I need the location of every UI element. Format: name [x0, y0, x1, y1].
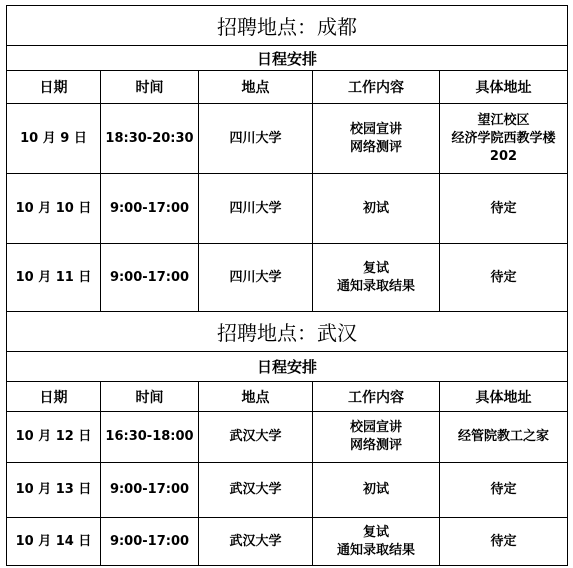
header-date: 日期 [7, 71, 101, 104]
time-cell: 9:00-17:00 [101, 463, 199, 518]
header-address: 具体地址 [440, 382, 568, 412]
content-cell [313, 518, 440, 566]
table-row [7, 104, 568, 174]
location-title: 招聘地点：武汉 [7, 312, 568, 352]
table-row [7, 244, 568, 312]
date-cell: 10 月 12 日 [7, 412, 101, 463]
header-row [7, 382, 568, 412]
time-cell: 18:30-20:30 [101, 104, 199, 174]
table-row [7, 518, 568, 566]
header-content: 工作内容 [313, 71, 440, 104]
address-line: 经管院教工之家 [457, 429, 549, 444]
schedule-title-row [7, 46, 568, 71]
date-cell: 10 月 11 日 [7, 244, 101, 312]
date-cell: 10 月 10 日 [7, 174, 101, 244]
header-time: 时间 [101, 382, 199, 412]
address-cell [440, 244, 568, 312]
content-line: 复试 [362, 260, 389, 276]
address-cell [440, 104, 568, 174]
date-cell: 10 月 9 日 [7, 104, 101, 174]
table-row [7, 463, 568, 518]
schedule-title-row [7, 352, 568, 382]
place-cell: 四川大学 [199, 104, 313, 174]
address-cell [440, 412, 568, 463]
address-line: 待定 [490, 200, 517, 216]
table-row [7, 412, 568, 463]
content-line: 网络测评 [349, 438, 402, 453]
header-date: 日期 [7, 382, 101, 412]
place-cell: 武汉大学 [199, 463, 313, 518]
address-line: 待定 [490, 533, 517, 549]
content-cell [313, 104, 440, 174]
address-line: 待定 [490, 269, 517, 285]
content-line: 复试 [362, 524, 389, 540]
content-line: 通知录取结果 [336, 542, 415, 558]
address-cell [440, 518, 568, 566]
content-cell [313, 412, 440, 463]
content-line: 初试 [362, 200, 389, 216]
time-cell: 9:00-17:00 [101, 244, 199, 312]
address-line: 202 [489, 148, 518, 164]
content-line: 网络测评 [349, 139, 402, 155]
content-cell [313, 174, 440, 244]
place-cell: 四川大学 [199, 174, 313, 244]
content-line: 初试 [362, 482, 389, 497]
place-cell: 武汉大学 [199, 518, 313, 566]
schedule-table [6, 5, 568, 566]
content-line: 通知录取结果 [336, 278, 415, 294]
header-place: 地点 [199, 71, 313, 104]
location-row [7, 312, 568, 352]
header-content: 工作内容 [313, 382, 440, 412]
header-address: 具体地址 [440, 71, 568, 104]
place-cell: 武汉大学 [199, 412, 313, 463]
place-cell: 四川大学 [199, 244, 313, 312]
address-line: 待定 [490, 482, 517, 497]
date-cell: 10 月 14 日 [7, 518, 101, 566]
date-cell: 10 月 13 日 [7, 463, 101, 518]
location-row [7, 6, 568, 46]
schedule-title: 日程安排 [7, 352, 568, 382]
address-line: 经济学院西教学楼 [451, 130, 556, 146]
address-cell [440, 463, 568, 518]
content-line: 校园宣讲 [349, 121, 402, 137]
header-time: 时间 [101, 71, 199, 104]
time-cell: 9:00-17:00 [101, 518, 199, 566]
location-title: 招聘地点：成都 [7, 6, 568, 46]
content-cell [313, 244, 440, 312]
content-line: 校园宣讲 [349, 420, 402, 435]
header-place: 地点 [199, 382, 313, 412]
header-row [7, 71, 568, 104]
content-cell [313, 463, 440, 518]
time-cell: 9:00-17:00 [101, 174, 199, 244]
schedule-title: 日程安排 [7, 46, 568, 71]
address-line: 望江校区 [477, 112, 530, 128]
time-cell: 16:30-18:00 [101, 412, 199, 463]
address-cell [440, 174, 568, 244]
table-row [7, 174, 568, 244]
